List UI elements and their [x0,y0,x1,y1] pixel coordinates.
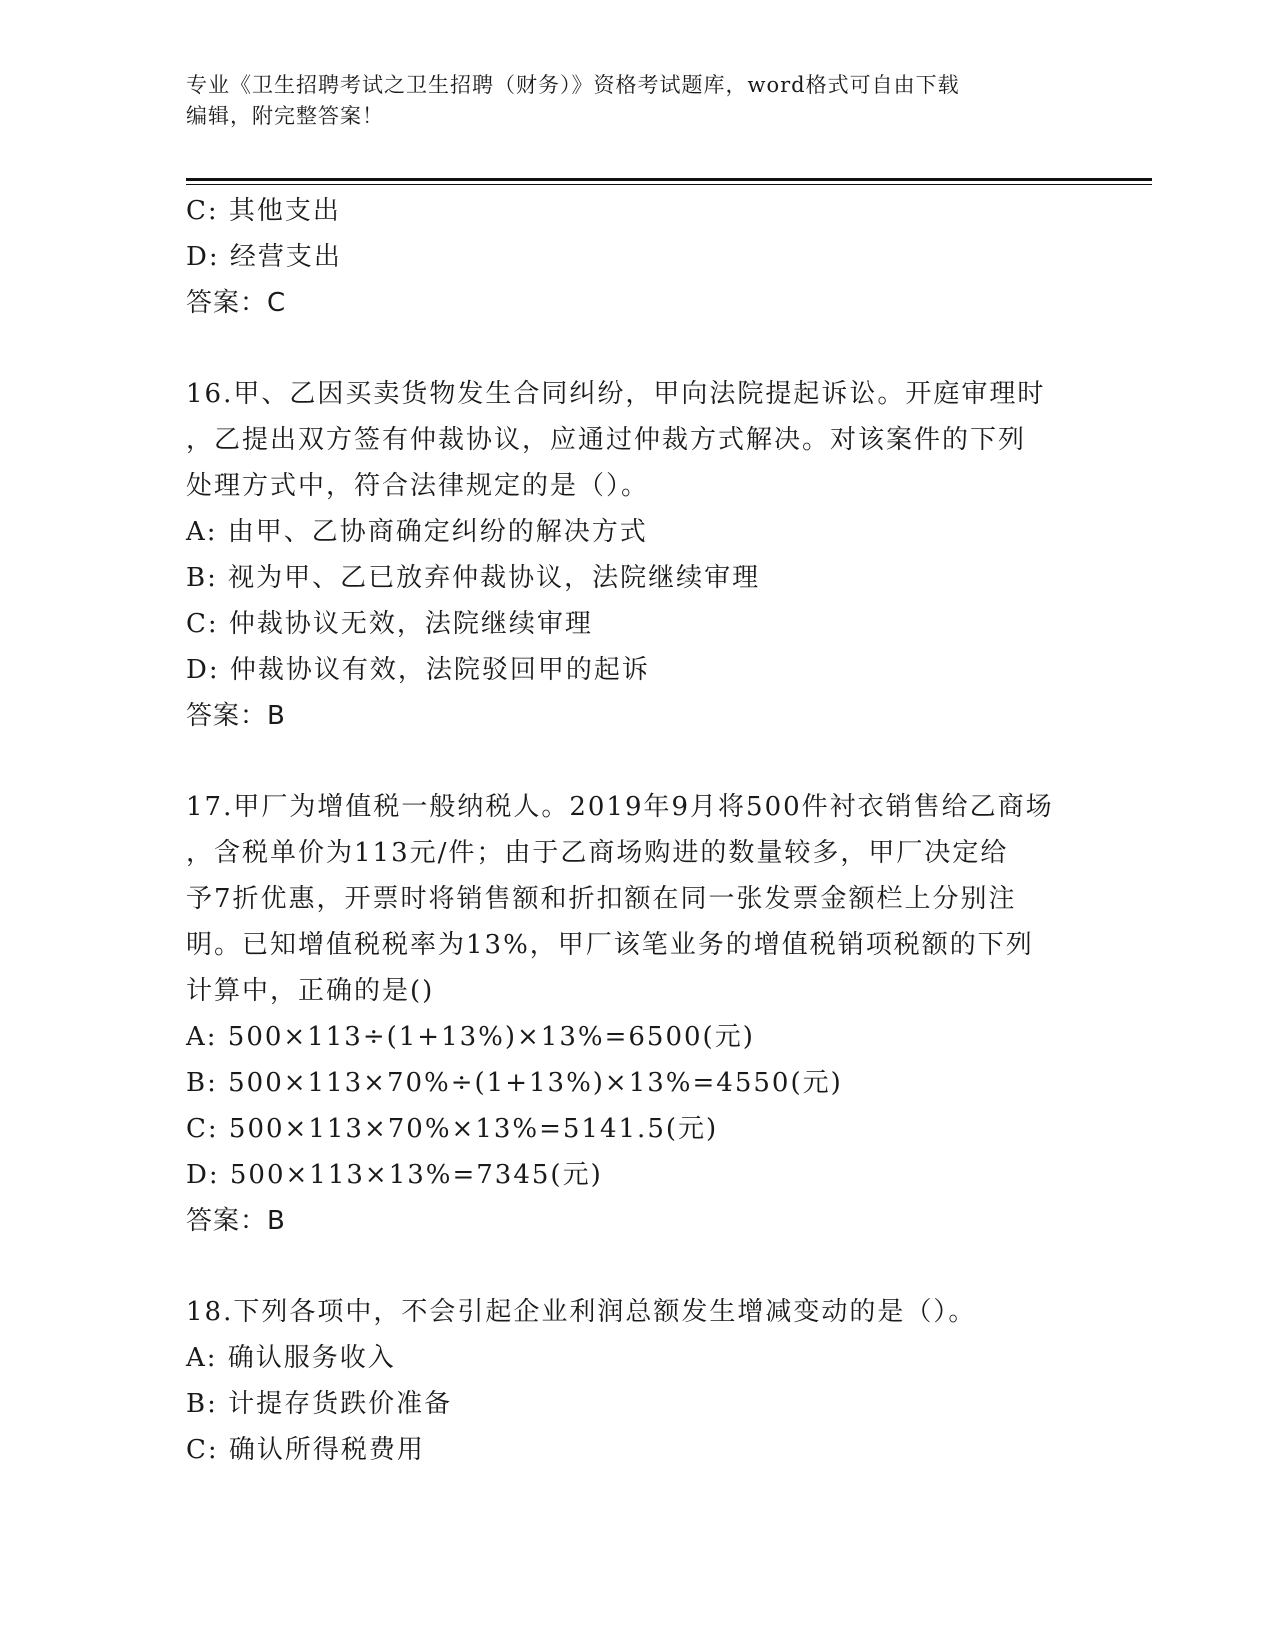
option-d: D: 仲裁协议有效，法院驳回甲的起诉 [186,655,650,685]
header-divider-thick [186,178,1152,181]
option-b: B: 计提存货跌价准备 [186,1389,453,1419]
question-stem-line: 17.甲厂为增值税一般纳税人。2019年9月将500件衬衣销售给乙商场 [186,792,1054,822]
question-stem-line: 明。已知增值税税率为13%，甲厂该笔业务的增值税销项税额的下列 [186,930,1034,960]
question-stem-line: 16.甲、乙因买卖货物发生合同纠纷，甲向法院提起诉讼。开庭审理时 [186,379,1046,409]
question-stem-line: ，乙提出双方签有仲裁协议，应通过仲裁方式解决。对该案件的下列 [186,425,1027,455]
option-d: D: 经营支出 [186,242,342,272]
answer-line: 答案：B [186,1206,286,1236]
question-stem-line: 计算中，正确的是() [186,976,435,1006]
option-c: C: 其他支出 [186,196,341,226]
option-a: A: 500×113÷(1+13%)×13%=6500(元) [186,1022,755,1052]
option-c: C: 确认所得税费用 [186,1435,425,1465]
question-stem-line: 予7折优惠，开票时将销售额和折扣额在同一张发票金额栏上分别注 [186,884,1017,914]
question-18 [186,1289,1086,1473]
question-stem-line: 处理方式中，符合法律规定的是（）。 [186,471,650,501]
header-divider-thin [186,184,1152,185]
question-list [186,188,1086,1473]
header-line-2: 编辑，附完整答案！ [186,104,384,128]
document-header [186,70,1086,132]
option-a: A: 确认服务收入 [186,1343,396,1373]
answer-line: 答案：C [186,288,287,318]
option-b: B: 视为甲、乙已放弃仲裁协议，法院继续审理 [186,563,761,593]
option-c: C: 500×113×70%×13%=5141.5(元) [186,1114,719,1144]
answer-line: 答案：B [186,701,286,731]
question-stem-line: ，含税单价为113元/件；由于乙商场购进的数量较多，甲厂决定给 [186,838,1009,868]
option-c: C: 仲裁协议无效，法院继续审理 [186,609,593,639]
header-line-1: 专业《卫生招聘考试之卫生招聘（财务）》资格考试题库，word格式可自由下载 [186,73,960,97]
question-16 [186,371,1086,739]
option-d: D: 500×113×13%=7345(元) [186,1160,603,1190]
question-15 [186,188,1086,326]
question-17 [186,784,1086,1244]
option-b: B: 500×113×70%÷(1+13%)×13%=4550(元) [186,1068,843,1098]
option-a: A: 由甲、乙协商确定纠纷的解决方式 [186,517,648,547]
question-stem-line: 18.下列各项中，不会引起企业利润总额发生增减变动的是（）。 [186,1297,977,1327]
